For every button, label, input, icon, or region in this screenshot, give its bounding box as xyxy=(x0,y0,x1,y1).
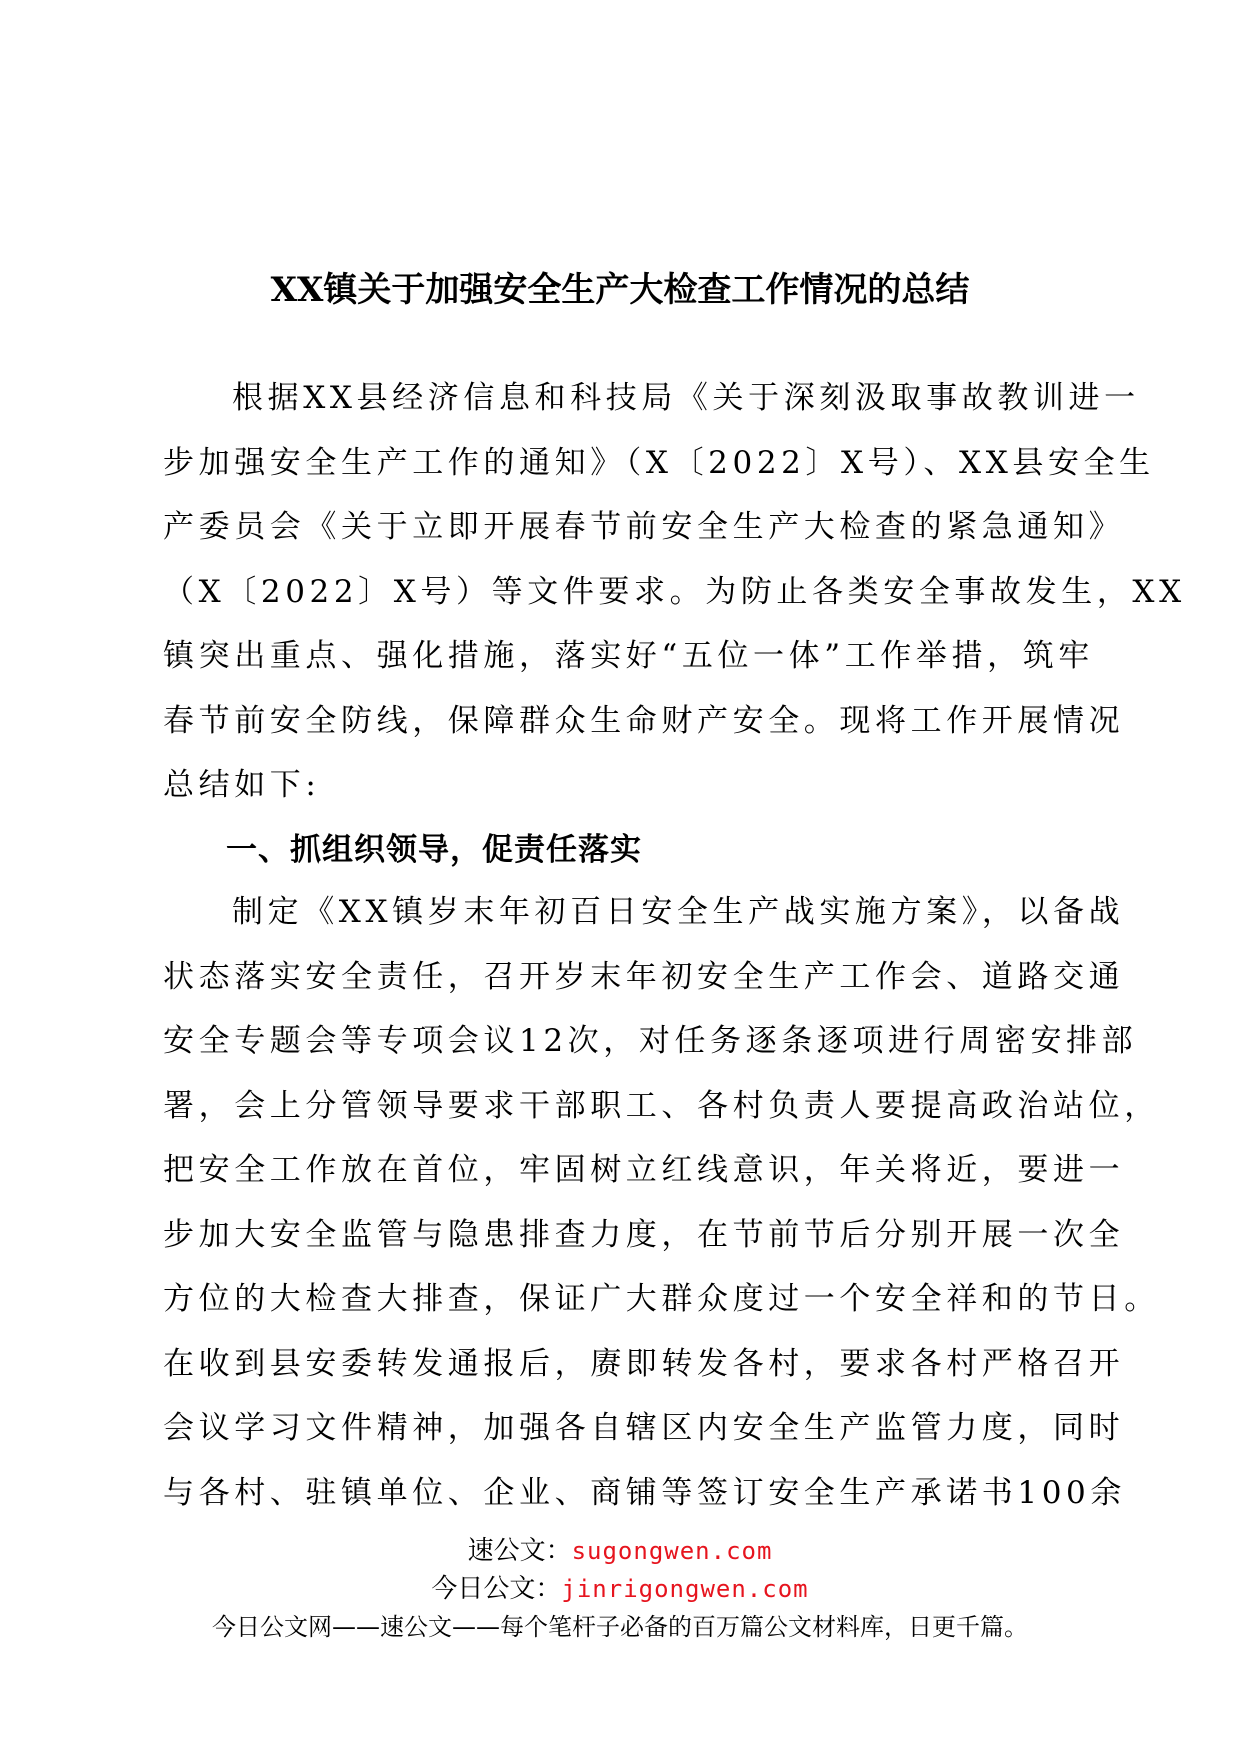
footer-watermark-line-1 xyxy=(0,1533,1240,1569)
paragraph-line: 产委员会《关于立即开展春节前安全生产大检查的紧急通知》 xyxy=(163,509,1125,545)
footer-site-link[interactable]: jinrigongwen.com xyxy=(561,1575,809,1603)
paragraph-line: 步加强安全生产工作的通知》（X〔2022〕X号）、XX县安全生 xyxy=(163,444,1155,481)
paragraph-line: 制定《XX镇岁末年初百日安全生产战实施方案》，以备战 xyxy=(232,894,1125,930)
section-heading: 一、抓组织领导，促责任落实 xyxy=(226,832,642,868)
paragraph-line: 状态落实安全责任，召开岁末年初安全生产工作会、道路交通 xyxy=(163,958,1125,995)
paragraph-line: 春节前安全防线，保障群众生命财产安全。现将工作开展情况 xyxy=(163,702,1125,739)
paragraph-line: 安全专题会等专项会议12次，对任务逐条逐项进行周密安排部 xyxy=(163,1023,1138,1059)
section-paragraph xyxy=(163,880,1160,1525)
paragraph-line: 与各村、驻镇单位、企业、商铺等签订安全生产承诺书100余 xyxy=(163,1474,1126,1511)
paragraph-line: 根据XX县经济信息和科技局《关于深刻汲取事故教训进一 xyxy=(232,380,1140,416)
footer-watermark-line-2 xyxy=(0,1571,1240,1607)
paragraph-line: 把安全工作放在首位，牢固树立红线意识，年关将近，要进一 xyxy=(163,1152,1125,1188)
paragraph-line: 镇突出重点、强化措施，落实好“五位一体”工作举措，筑牢 xyxy=(163,638,1094,674)
paragraph-line: 在收到县安委转发通报后，赓即转发各村，要求各村严格召开 xyxy=(163,1345,1125,1382)
paragraph-line: 方位的大检查大排查，保证广大群众度过一个安全祥和的节日。 xyxy=(163,1281,1160,1317)
paragraph-line: （X〔2022〕X号）等文件要求。为防止各类安全事故发生，XX xyxy=(163,573,1186,610)
paragraph-line: 步加大安全监管与隐患排查力度，在节前节后分别开展一次全 xyxy=(163,1216,1125,1253)
footer-tagline: 今日公文网——速公文——每个笔杆子必备的百万篇公文材料库，日更千篇。 xyxy=(212,1613,1028,1641)
footer-site-label: 今日公文： xyxy=(431,1574,562,1604)
paragraph-line: 署，会上分管领导要求干部职工、各村负责人要提高政治站位， xyxy=(163,1087,1160,1124)
paragraph-line: 会议学习文件精神，加强各自辖区内安全生产监管力度，同时 xyxy=(163,1410,1125,1446)
footer-site-link[interactable]: sugongwen.com xyxy=(571,1537,773,1565)
footer-site-label: 速公文： xyxy=(467,1536,572,1566)
document-title: XX镇关于加强安全生产大检查工作情况的总结 xyxy=(270,270,970,310)
intro-paragraph xyxy=(163,366,1186,818)
paragraph-line: 总结如下: xyxy=(163,767,321,803)
